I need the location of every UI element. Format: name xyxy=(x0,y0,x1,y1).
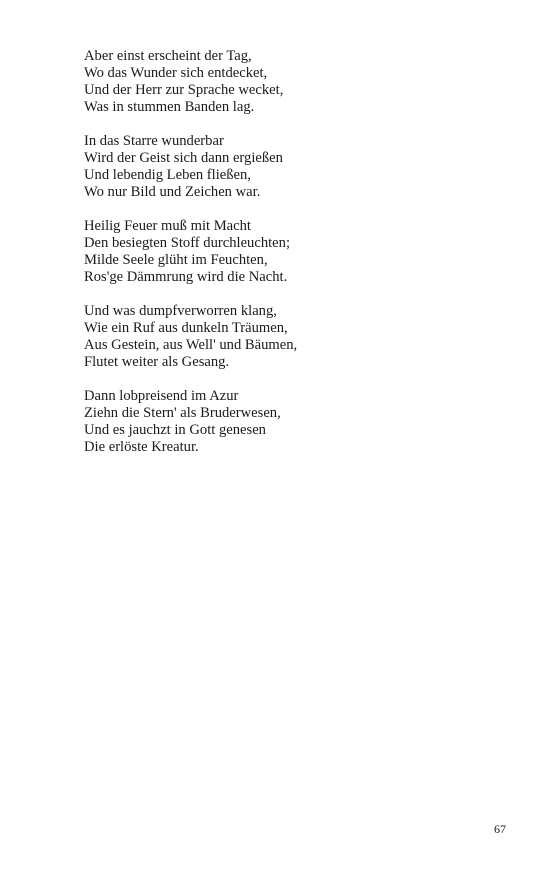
poem xyxy=(84,48,484,473)
poem-line: Ros'ge Dämmrung wird die Nacht. xyxy=(84,269,288,285)
poem-line: Den besiegten Stoff durchleuchten; xyxy=(84,235,291,251)
stanza-2 xyxy=(84,133,484,201)
poem-line: Wo nur Bild und Zeichen war. xyxy=(84,184,261,200)
poem-line: In das Starre wunderbar xyxy=(84,133,224,149)
stanza-1 xyxy=(84,48,484,116)
stanza-5 xyxy=(84,388,484,456)
poem-line: Milde Seele glüht im Feuchten, xyxy=(84,252,268,268)
poem-line: Und was dumpfverworren klang, xyxy=(84,303,277,319)
poem-line: Was in stummen Banden lag. xyxy=(84,99,255,115)
poem-line: Wird der Geist sich dann ergießen xyxy=(84,150,283,166)
poem-line: Und der Herr zur Sprache wecket, xyxy=(84,82,284,98)
poem-line: Aber einst erscheint der Tag, xyxy=(84,48,252,64)
poem-line: Wie ein Ruf aus dunkeln Träumen, xyxy=(84,320,288,336)
poem-line: Wo das Wunder sich entdecket, xyxy=(84,65,268,81)
stanza-3 xyxy=(84,218,484,286)
stanza-4 xyxy=(84,303,484,371)
poem-line: Und es jauchzt in Gott genesen xyxy=(84,422,266,438)
poem-line: Und lebendig Leben fließen, xyxy=(84,167,251,183)
poem-line: Aus Gestein, aus Well' und Bäumen, xyxy=(84,337,298,353)
page-number: 67 xyxy=(494,822,506,836)
poem-line: Dann lobpreisend im Azur xyxy=(84,388,239,404)
poem-line: Ziehn die Stern' als Bruderwesen, xyxy=(84,405,281,421)
poem-line: Heilig Feuer muß mit Macht xyxy=(84,218,251,234)
poem-line: Die erlöste Kreatur. xyxy=(84,439,199,455)
poem-line: Flutet weiter als Gesang. xyxy=(84,354,230,370)
